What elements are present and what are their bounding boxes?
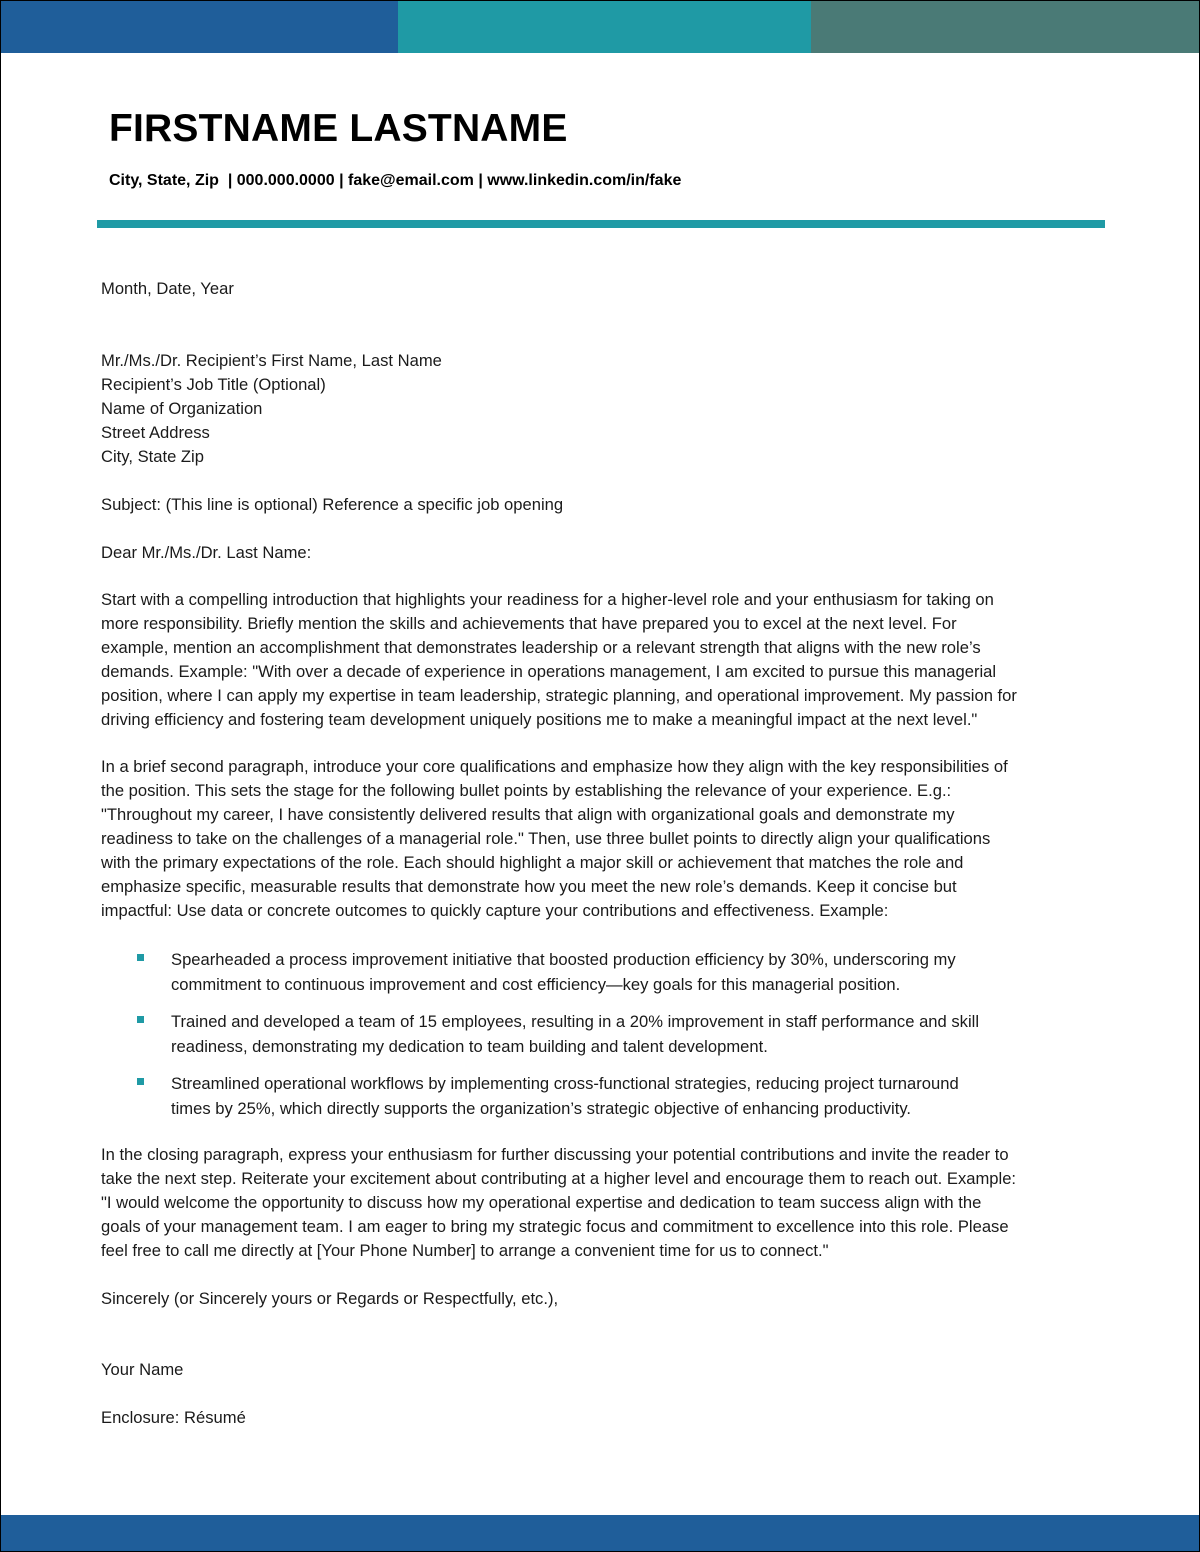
letter-date: Month, Date, Year <box>101 279 234 298</box>
paragraph-line: emphasize specific, measurable results that demonstrate how you meet the new role’s demands. Keep it concise but <box>101 877 957 896</box>
recipient-line: Mr./Ms./Dr. Recipient’s First Name, Last Name <box>101 351 442 370</box>
paragraph-line: In a brief second paragraph, introduce your core qualifications and emphasize how they align with the key responsibilities of <box>101 757 1008 776</box>
paragraph-line: with the primary expectations of the role. Each should highlight a major skill or achievement that matches the role and <box>101 853 964 872</box>
recipient-line: Street Address <box>101 423 210 442</box>
recipient-line: Name of Organization <box>101 399 263 418</box>
paragraph-line: goals of your management team. I am eager to bring my strategic focus and commitment to excellence into this role. Please <box>101 1217 1009 1236</box>
square-bullet-icon <box>137 954 144 961</box>
top-bar-slate-segment <box>811 1 1199 53</box>
paragraph-line: In the closing paragraph, express your enthusiasm for further discussing your potential contributions and invite the reader to <box>101 1145 1009 1164</box>
recipient-line: Recipient’s Job Title (Optional) <box>101 375 326 394</box>
top-bar-teal-segment <box>398 1 811 53</box>
paragraph-line: position, where I can apply my expertise in team leadership, strategic planning, and operational improvement. My passion for <box>101 686 1017 705</box>
square-bullet-icon <box>137 1016 144 1023</box>
bullet-line: Trained and developed a team of 15 employees, resulting in a 20% improvement in staff performance and skill <box>171 1012 980 1031</box>
paragraph-line: impactful: Use data or concrete outcomes to quickly capture your contributions and effectiveness. Example: <box>101 901 889 920</box>
paragraph-line: "I would welcome the opportunity to discuss how my operational expertise and dedication to team success align with the <box>101 1193 982 1212</box>
square-bullet-icon <box>137 1078 144 1085</box>
paragraph-line: example, mention an accomplishment that demonstrates leadership or a relevant strength that aligns with the new role’s <box>101 638 981 657</box>
bullet-line: Spearheaded a process improvement initiative that boosted production efficiency by 30%, underscoring my <box>171 950 956 969</box>
bullet-line: commitment to continuous improvement and cost efficiency—key goals for this managerial position. <box>171 975 901 994</box>
recipient-line: City, State Zip <box>101 447 204 466</box>
paragraph-line: more responsibility. Briefly mention the skills and achievements that have prepared you to excel at the next level. For <box>101 614 957 633</box>
paragraph-line: take the next step. Reiterate your excitement about contributing at a higher level and encourage them to reach out. Example: <box>101 1169 1017 1188</box>
paragraph-line: "Throughout my career, I have consistently delivered results that align with organizational goals and demonstrate my <box>101 805 955 824</box>
contact-info: City, State, Zip | 000.000.0000 | fake@email.com | www.linkedin.com/in/fake <box>109 172 682 189</box>
paragraph-line: the position. This sets the stage for the following bullet points by establishing the relevance of your experience. E.g.: <box>101 781 952 800</box>
recipient-block <box>101 349 1101 469</box>
bottom-color-bar <box>1 1515 1199 1551</box>
top-color-bar <box>1 1 1199 53</box>
signature-name: Your Name <box>101 1360 184 1379</box>
bullet-line: readiness, demonstrating my dedication to team building and talent development. <box>171 1037 768 1056</box>
paragraph-line: feel free to call me directly at [Your Phone Number] to arrange a convenient time for us to connect." <box>101 1241 829 1260</box>
header-divider <box>97 220 1105 228</box>
top-bar-blue-segment <box>1 1 398 53</box>
bullet-line: Streamlined operational workflows by implementing cross-functional strategies, reducing project turnaround <box>171 1074 959 1093</box>
paragraph-line: driving efficiency and fostering team development uniquely positions me to make a meaningful impact at the next level." <box>101 710 978 729</box>
paragraph-line: demands. Example: "With over a decade of experience in operations management, I am excited to pursue this managerial <box>101 662 997 681</box>
paragraph-line: readiness to take on the challenges of a managerial role." Then, use three bullet points to directly align your qualifications <box>101 829 991 848</box>
bullet-line: times by 25%, which directly supports the organization’s strategic objective of enhancing productivity. <box>171 1099 912 1118</box>
paragraph-closing <box>101 1143 1101 1263</box>
paragraph-intro <box>101 588 1101 732</box>
closing-line: Sincerely (or Sincerely yours or Regards or Respectfully, etc.), <box>101 1289 559 1308</box>
enclosure-line: Enclosure: Résumé <box>101 1408 246 1427</box>
salutation: Dear Mr./Ms./Dr. Last Name: <box>101 543 312 562</box>
paragraph-qualifications <box>101 755 1101 923</box>
subject-line: Subject: (This line is optional) Reference a specific job opening <box>101 495 564 514</box>
paragraph-line: Start with a compelling introduction that highlights your readiness for a higher-level role and your enthusiasm for taking on <box>101 590 994 609</box>
applicant-name: FIRSTNAME LASTNAME <box>109 107 568 150</box>
